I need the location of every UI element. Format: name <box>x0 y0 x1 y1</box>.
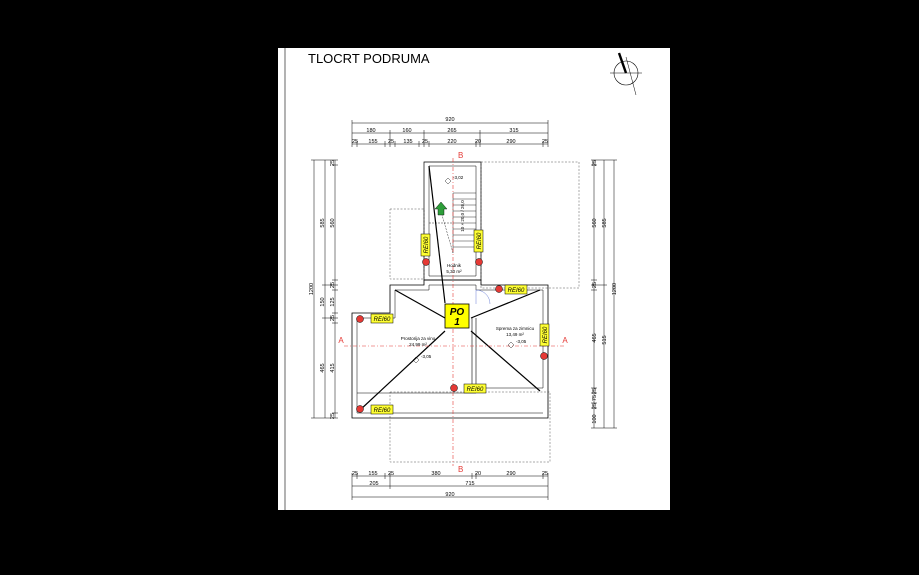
door-dot-3 <box>357 316 364 323</box>
dim-bottom-r2-1: 205 <box>369 481 379 487</box>
dim-left-inner-1: 25 <box>330 159 336 167</box>
dim-right-inner-4: 465 <box>592 333 598 343</box>
room-1-name: Hodnik <box>446 263 462 268</box>
dim-top-r2-2: 155 <box>368 139 378 145</box>
dim-top-r2-9: 25 <box>541 139 549 145</box>
level-marker-3 <box>508 339 527 348</box>
svg-text:REI60: REI60 <box>373 317 391 323</box>
rei60-tag-right-top <box>505 285 527 294</box>
stair-label: 10 × 20,0 / 26,0 <box>460 200 465 232</box>
dim-right-mid-2: 515 <box>602 335 608 345</box>
svg-text:REI60: REI60 <box>543 326 549 344</box>
dim-right-mid-1: 585 <box>602 218 608 228</box>
rei60-tag-center-bottom <box>464 384 486 393</box>
north-arrow-icon <box>610 53 642 95</box>
dim-right-inner-1: 25 <box>592 159 598 167</box>
door-dot-1 <box>423 259 430 266</box>
dim-top-3: 265 <box>447 128 457 134</box>
rei60-tag-left-upper <box>371 314 393 323</box>
dim-left-inner-4: 125 <box>330 297 336 307</box>
rei60-tag-stair-right <box>474 230 483 252</box>
svg-text:REI60: REI60 <box>507 288 525 294</box>
drawing-sheet <box>278 48 670 510</box>
dim-right-total: 1200 <box>612 282 618 296</box>
dim-bottom-total: 920 <box>445 492 455 498</box>
level-1-value: -3,02 <box>453 175 464 180</box>
dim-left-mid-1: 585 <box>320 218 326 228</box>
door-dot-5 <box>541 353 548 360</box>
door-swing <box>476 290 490 304</box>
dim-top-r2-4: 135 <box>403 139 413 145</box>
dim-bottom-r2-2: 715 <box>465 481 475 487</box>
room-3-area: 13,49 m² <box>506 332 524 337</box>
room-2-area: 24,99 m² <box>409 342 427 347</box>
dim-right-inner-6: 75 <box>592 394 598 402</box>
plan-title: TLOCRT PODRUMA <box>308 51 430 66</box>
room-2-name: Prostorija za vino <box>400 336 436 341</box>
room-3-name: Sprema za zimnicu <box>495 326 535 331</box>
dim-top-1: 180 <box>366 128 376 134</box>
dim-right-inner-3: 25 <box>592 281 598 289</box>
dim-top-r2-3: 25 <box>387 139 395 145</box>
dim-bottom-r1-3: 25 <box>387 471 395 477</box>
door-dot-2 <box>476 259 483 266</box>
section-b-bottom: B <box>458 465 464 474</box>
rei60-tag-stair-left <box>421 234 430 256</box>
dim-left-mid-3: 465 <box>320 363 326 373</box>
dim-left-inner-6: 415 <box>330 363 336 373</box>
dim-right-inner-2: 560 <box>592 218 598 228</box>
dim-bottom-r1-7: 25 <box>541 471 549 477</box>
door-dot-6 <box>451 385 458 392</box>
level-marker-1 <box>445 175 464 184</box>
level-2-value: -3,05 <box>421 354 432 359</box>
basement-floor-plan <box>278 48 670 510</box>
dim-left-inner-5: 25 <box>330 314 336 322</box>
rei60-tag-left-lower <box>371 405 393 414</box>
dim-top-4: 315 <box>509 128 519 134</box>
dim-left-inner-7: 25 <box>330 412 336 420</box>
dim-left-inner-2: 560 <box>330 218 336 228</box>
dim-bottom-r1-2: 155 <box>368 471 378 477</box>
staircase <box>429 193 476 253</box>
door-dot-7 <box>357 406 364 413</box>
dim-bottom-r1-5: 20 <box>474 471 482 477</box>
dim-top-2: 160 <box>402 128 412 134</box>
fire-zone-line1: PO <box>449 307 465 318</box>
svg-text:REI60: REI60 <box>424 236 430 254</box>
dim-bottom-r1-1: 25 <box>351 471 359 477</box>
dim-top-r2-8: 290 <box>506 139 516 145</box>
dim-left-total: 1200 <box>309 282 315 296</box>
stair-arrow-icon <box>435 202 447 215</box>
svg-text:REI60: REI60 <box>466 387 484 393</box>
dim-left-inner-3: 25 <box>330 281 336 289</box>
dim-top-r2-5: 25 <box>421 139 429 145</box>
room-1-area: 5,30 m² <box>446 269 462 274</box>
door-dot-4 <box>496 286 503 293</box>
fire-zone-line2: 1 <box>454 317 460 328</box>
dim-top-r2-1: 25 <box>351 139 359 145</box>
dim-right-inner-5: 25 <box>592 387 598 395</box>
svg-text:REI60: REI60 <box>477 232 483 250</box>
dim-bottom-r1-6: 290 <box>506 471 516 477</box>
dim-bottom-r1-4: 380 <box>431 471 441 477</box>
dim-right-inner-8: 100 <box>592 414 598 424</box>
level-3-value: -3,05 <box>516 339 527 344</box>
dim-top-total: 920 <box>445 117 455 123</box>
dim-top-r2-7: 20 <box>474 139 482 145</box>
rei60-tag-right-wall <box>540 324 549 346</box>
svg-text:REI60: REI60 <box>373 408 391 414</box>
dim-top-r2-6: 220 <box>447 139 457 145</box>
dim-left-mid-2: 150 <box>320 297 326 307</box>
section-a-left: A <box>338 336 344 345</box>
section-a-right: A <box>562 336 568 345</box>
dim-right-inner-7: 25 <box>592 402 598 410</box>
section-b-top: B <box>458 151 464 160</box>
